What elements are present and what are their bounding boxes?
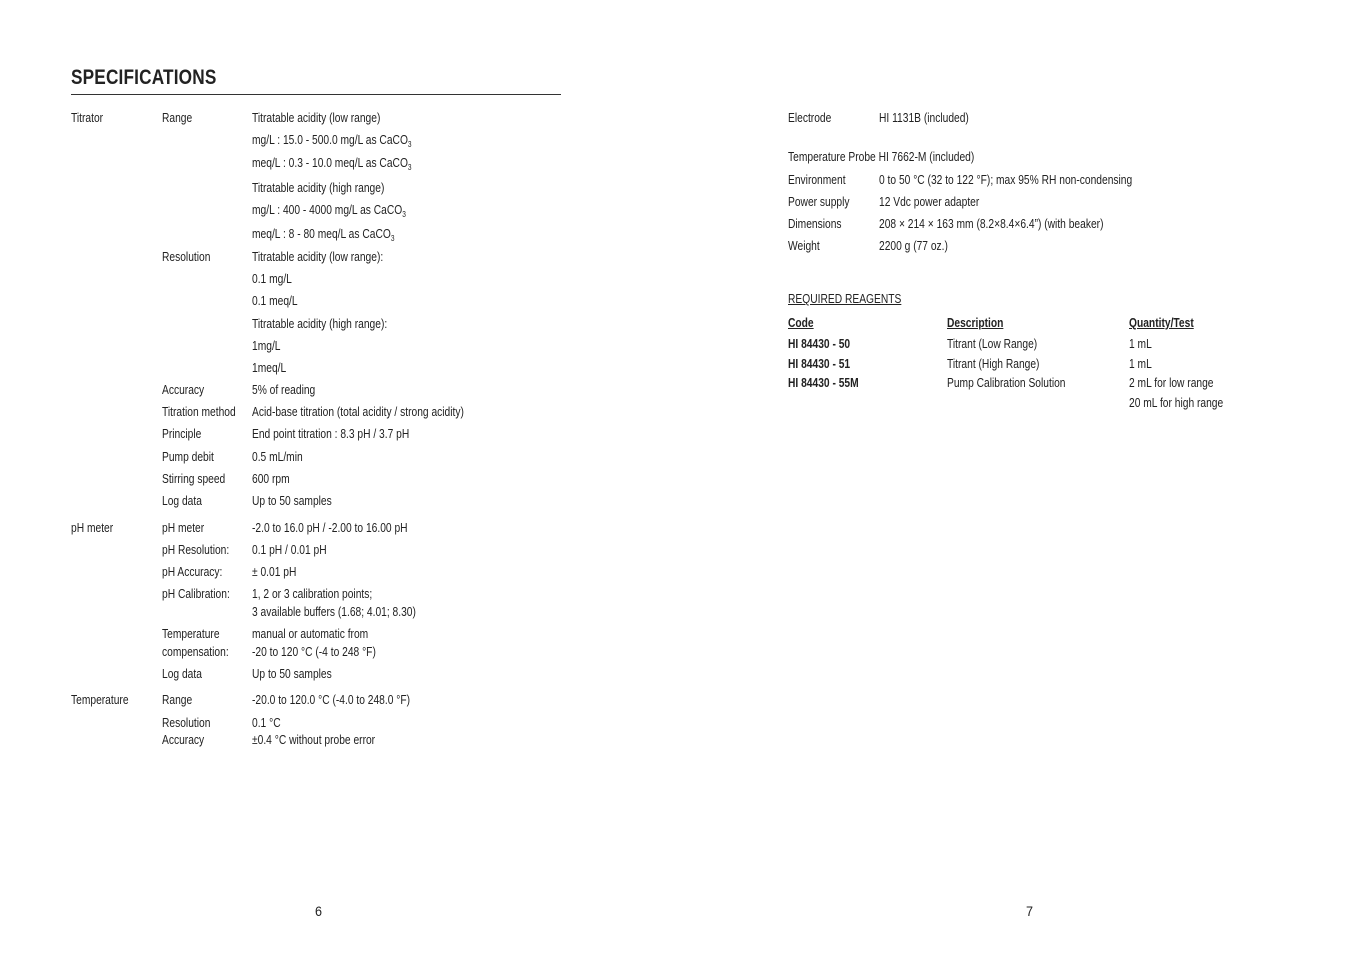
reagent-quantity: 1 mL (1129, 337, 1152, 351)
ph-accuracy-label: pH Accuracy: (162, 565, 223, 579)
ph-log-label: Log data (162, 667, 202, 681)
reagent-description: Pump Calibration Solution (947, 376, 1066, 390)
power-label: Power supply (788, 195, 850, 209)
accuracy-label: Accuracy (162, 383, 205, 397)
page-heading: SPECIFICATIONS (71, 66, 217, 89)
temp-range-value: -20.0 to 120.0 °C (-4.0 to 248.0 °F) (252, 693, 411, 707)
reagents-header-description: Description (947, 316, 1004, 330)
reagent-code: HI 84430 - 55M (788, 376, 859, 390)
principle-label: Principle (162, 427, 202, 441)
stirring-value: 600 rpm (252, 472, 290, 486)
temperature-probe: Temperature Probe HI 7662-M (included) (788, 150, 975, 164)
reagents-header-quantity: Quantity/Test (1129, 316, 1194, 330)
ph-calibration-label: pH Calibration: (162, 587, 230, 601)
range-low-mgl: mg/L : 15.0 - 500.0 mg/L as CaCO$_3$ (252, 133, 412, 149)
ph-log-value: Up to 50 samples (252, 667, 332, 681)
power-value: 12 Vdc power adapter (879, 195, 980, 209)
electrode-label: Electrode (788, 111, 832, 125)
titrator-log-value: Up to 50 samples (252, 494, 332, 508)
method-label: Titration method (162, 405, 236, 419)
resolution-value-4: 1meq/L (252, 361, 287, 375)
reagents-header-code: Code (788, 316, 814, 330)
dimensions-value: 208 × 214 × 163 mm (8.2×8.4×6.4”) (with beaker) (879, 217, 1104, 231)
electrode-value: HI 1131B (included) (879, 111, 969, 125)
stirring-label: Stirring speed (162, 472, 226, 486)
reagent-description: Titrant (Low Range) (947, 337, 1038, 351)
ph-resolution-label: pH Resolution: (162, 543, 230, 557)
titrator-resolution-label: Resolution (162, 250, 211, 264)
reagents-title: REQUIRED REAGENTS (788, 292, 902, 306)
principle-value: End point titration : 8.3 pH / 3.7 pH (252, 427, 410, 441)
temp-accuracy-value: ±0.4 °C without probe error (252, 733, 376, 747)
temp-accuracy-label: Accuracy (162, 733, 205, 747)
method-value: Acid-base titration (total acidity / strong acidity) (252, 405, 464, 419)
range-high-mgl: mg/L : 400 - 4000 mg/L as CaCO$_3$ (252, 203, 406, 219)
temp-resolution-value: 0.1 °C (252, 716, 281, 730)
temp-range-label: Range (162, 693, 193, 707)
reagent-code: HI 84430 - 51 (788, 357, 851, 371)
tempcomp-line1: manual or automatic from (252, 627, 369, 641)
titrator-group-label: Titrator (71, 111, 104, 125)
temp-resolution-label: Resolution (162, 716, 211, 730)
weight-value: 2200 g (77 oz.) (879, 239, 948, 253)
tempcomp-label-1: Temperature (162, 627, 220, 641)
titrator-log-label: Log data (162, 494, 202, 508)
temperature-group-label: Temperature (71, 693, 129, 707)
tempcomp-label-2: compensation: (162, 645, 229, 659)
reagent-code: HI 84430 - 50 (788, 337, 851, 351)
dimensions-label: Dimensions (788, 217, 842, 231)
page-number-left: 6 (315, 903, 323, 919)
ph-resolution-value: 0.1 pH / 0.01 pH (252, 543, 327, 557)
ph-meter-label: pH meter (162, 521, 205, 535)
ph-group-label: pH meter (71, 521, 114, 535)
accuracy-value: 5% of reading (252, 383, 316, 397)
range-low-title: Titratable acidity (low range) (252, 111, 381, 125)
environment-label: Environment (788, 173, 846, 187)
resolution-value-2: 0.1 meq/L (252, 294, 298, 308)
reagent-quantity: 1 mL (1129, 357, 1152, 371)
reagent-description: Titrant (High Range) (947, 357, 1040, 371)
resolution-low-title: Titratable acidity (low range): (252, 250, 384, 264)
resolution-value-3: 1mg/L (252, 339, 281, 353)
environment-value: 0 to 50 °C (32 to 122 °F); max 95% RH non-condensing (879, 173, 1133, 187)
range-high-meql: meq/L : 8 - 80 meq/L as CaCO$_3$ (252, 227, 395, 243)
ph-meter-value: -2.0 to 16.0 pH / -2.00 to 16.00 pH (252, 521, 408, 535)
resolution-high-title: Titratable acidity (high range): (252, 317, 388, 331)
titrator-range-label: Range (162, 111, 193, 125)
resolution-value-1: 0.1 mg/L (252, 272, 292, 286)
pump-label: Pump debit (162, 450, 214, 464)
ph-calibration-line2: 3 available buffers (1.68; 4.01; 8.30) (252, 605, 416, 619)
page-number-right: 7 (1026, 903, 1034, 919)
heading-rule (71, 94, 561, 95)
reagent-quantity-2: 20 mL for high range (1129, 396, 1224, 410)
range-high-title: Titratable acidity (high range) (252, 181, 385, 195)
ph-accuracy-value: ± 0.01 pH (252, 565, 297, 579)
tempcomp-line2: -20 to 120 °C (-4 to 248 °F) (252, 645, 376, 659)
range-low-meql: meq/L : 0.3 - 10.0 meq/L as CaCO$_3$ (252, 156, 412, 172)
reagent-quantity: 2 mL for low range (1129, 376, 1214, 390)
ph-calibration-line1: 1, 2 or 3 calibration points; (252, 587, 373, 601)
weight-label: Weight (788, 239, 820, 253)
pump-value: 0.5 mL/min (252, 450, 303, 464)
